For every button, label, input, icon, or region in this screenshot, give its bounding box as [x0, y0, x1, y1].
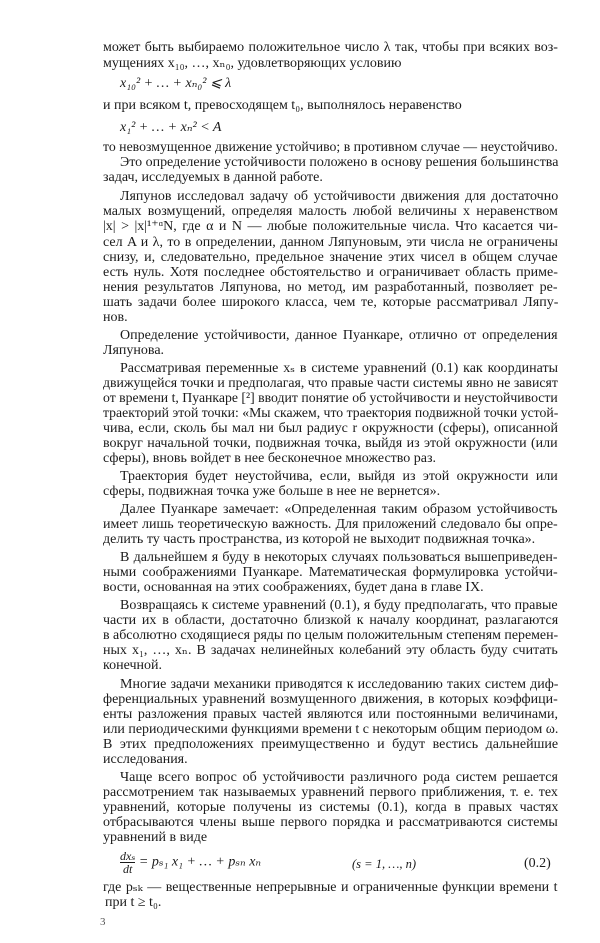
text-line: малых возмущений, определяя малость любой величины x неравенством: [103, 204, 558, 219]
text-line: нения результатов Ляпунова, но метод, им разработанный, позволяет ре-: [103, 280, 558, 295]
text-line: уравнений, которые получены из системы (0.1), когда в правых частях: [103, 800, 559, 815]
formula-rhs: = pₛ₁ x₁ + … + pₛₙ xₙ: [138, 854, 262, 870]
text-line: ных x₁, …, xₙ. В задачах нелинейных колебаний эту область буду считать: [103, 643, 558, 658]
text-line: Ляпунов исследовал задачу об устойчивости движения для достаточно: [120, 189, 559, 204]
text-line: вокруг начальной точки, подвижная точка, выйдя из этой окружности (или: [103, 436, 558, 451]
text-line: или периодическими функциями времени t с некоторым общим периодом ω.: [103, 722, 559, 737]
text-line: вости, основанная на этих соображениях, будет дана в главе IX.: [103, 580, 484, 595]
text-line: ными соображениями Пуанкаре. Математическая формулировка устойчи-: [103, 565, 558, 580]
text-line: Это определение устойчивости положено в основу решения большинства: [120, 155, 559, 170]
text-line: Многие задачи механики приводятся к исследованию таких систем диф-: [120, 677, 559, 692]
text-line: сферы), вновь войдет в нее бесконечное множество раз.: [103, 451, 437, 466]
text-line: где pₛₖ — вещественные непрерывные и ограниченные функции времени t: [103, 880, 558, 895]
text-line: то невозмущенное движение устойчиво; в противном случае — неустойчиво.: [103, 140, 558, 155]
text-line: снизу, и, следовательно, предельное значение этих чисел в общем случае: [103, 250, 558, 265]
text-line: отбрасываются члены выше первого порядка и рассматриваются системы: [103, 815, 558, 830]
text-line: есть нуль. Хотя последнее обстоятельство и ограничивает область приме-: [103, 265, 558, 280]
text-line: от времени t, Пуанкаре [²] вводит понятие об устойчивости и неустойчивости: [103, 391, 558, 406]
text-line: Возвращаясь к системе уравнений (0.1), я буду предполагать, что правые: [120, 598, 558, 613]
text-line: делить ту часть пространства, из которой не выходит подвижная точка».: [103, 532, 536, 547]
text-line: в абсолютно сходящиеся ряды по целым положительным степеням перемен-: [103, 628, 559, 643]
text-line: конечной.: [103, 658, 162, 673]
text-line: сел A и λ, то в определении, данном Ляпуновым, эти числа не ограничены: [103, 235, 558, 250]
text-line: движущейся точки и предполагая, что правые части системы явно не зависят: [103, 376, 558, 391]
text-line: уравнений в виде: [103, 830, 208, 845]
text-line: Рассматривая переменные xₛ в системе уравнений (0.1) как координаты: [120, 361, 558, 376]
text-line: шать задачи более широкого класса, чем те, которые рассматривал Ляпу-: [103, 295, 559, 310]
text-line: нов.: [103, 310, 128, 325]
text-line: чива, если, сколь бы мал ни был радиус r окружности (сферы), описанной: [103, 421, 558, 436]
equation-number: (0.2): [524, 856, 551, 871]
text-line: Траектория будет неустойчива, если, выйдя из этой окружности или: [120, 469, 558, 484]
text-line: |x| > |x|¹⁺ᵅN, где α и N — любые положительные числа. Что касается чи-: [103, 219, 558, 234]
text-line: В этих предположениях преимущественно и будут вестись дальнейшие: [103, 737, 559, 752]
text-line: траекторий этой точки: «Мы скажем, что траектория подвижной точки устой-: [103, 406, 559, 421]
text-line: Далее Пуанкаре замечает: «Определенная таким образом устойчивость: [120, 502, 558, 517]
text-line: исследования.: [103, 752, 188, 767]
text-line: может быть выбираемо положительное число λ так, чтобы при всяких воз-: [103, 40, 558, 55]
text-line: сферы, подвижная точка уже больше в нее не вернется».: [103, 484, 441, 499]
text-line: В дальнейшем я буду в некоторых случаях пользоваться вышеприведен-: [120, 550, 558, 565]
text-line: имеет лишь теоретическую важность. Для приложений следовало бы опре-: [103, 517, 558, 532]
text-line: ференциальных уравнений возмущенного движения, в которых коэффици-: [103, 692, 558, 707]
text-line: задач, исследуемых в данной работе.: [103, 170, 323, 185]
page-mark: 3: [100, 916, 106, 928]
text-line: и при всяком t, превосходящем t₀, выполнялось неравенство: [103, 98, 462, 113]
formula-index-range: (s = 1, …, n): [352, 857, 416, 871]
derivative-fraction: [120, 850, 135, 875]
formula-inequality: x₁² + … + xₙ² < A: [120, 120, 222, 135]
text-line: при t ≥ t₀.: [105, 895, 162, 910]
text-line: рассмотрением так называемых уравнений первого приближения, т. е. тех: [103, 785, 558, 800]
fraction-denominator: dt: [123, 862, 133, 876]
text-line: части их в области, достаточно близкой к началу координат, разлагаются: [103, 613, 559, 628]
formula-initial-condition: x₁₀² + … + xₙ₀² ⩽ λ: [120, 76, 232, 91]
text-line: енты разложения правых частей являются или постоянными величинами,: [103, 707, 558, 722]
text-line: мущениях x₁₀, …, xₙ₀, удовлетворяющих условию: [103, 56, 402, 71]
formula-first-approximation: [120, 850, 261, 875]
text-line: Чаще всего вопрос об устойчивости различного рода систем решается: [120, 770, 558, 785]
text-line: Ляпунова.: [103, 343, 165, 358]
text-line: Определение устойчивости, данное Пуанкаре, отлично от определения: [120, 328, 558, 343]
fraction-numerator: dxₛ: [120, 849, 136, 863]
